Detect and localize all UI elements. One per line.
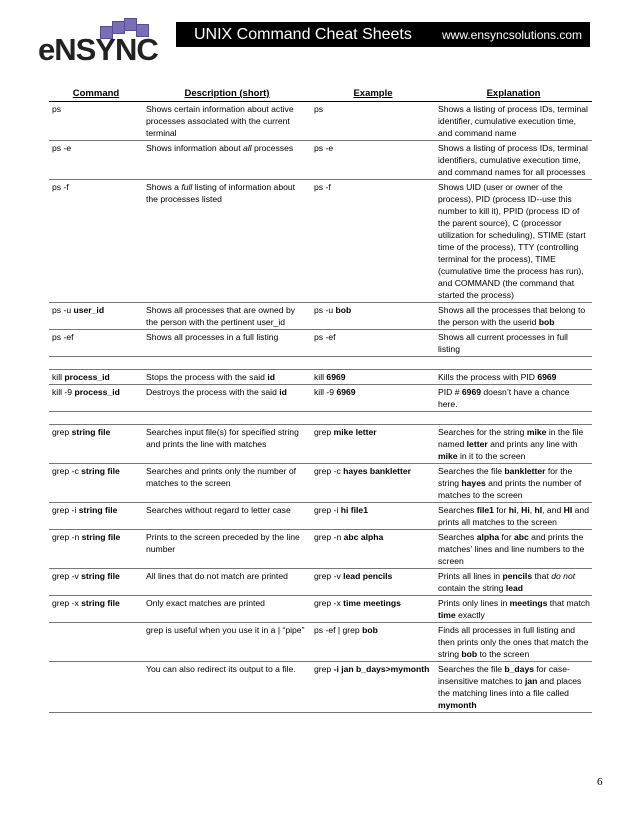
- cell-explanation-text: hI: [534, 505, 543, 515]
- cell-explanation-text: Shows all the processes that belong to the person with the userid: [438, 305, 586, 327]
- cell-command-text: string file: [81, 598, 120, 608]
- cell-description-text: You can also redirect its output to a file.: [146, 664, 296, 674]
- table-row: [49, 596, 592, 623]
- cell-example: [311, 623, 435, 662]
- cell-command-text: string file: [81, 466, 120, 476]
- header-url: www.ensyncsolutions.com: [442, 27, 583, 42]
- cell-description-text: grep is useful when you use it in a | “pipe”: [146, 625, 305, 635]
- cell-example: [311, 425, 435, 464]
- cell-description-text: Only exact matches are printed: [146, 598, 265, 608]
- cell-explanation-text: hi: [508, 505, 517, 515]
- cell-example-text: abc alpha: [343, 532, 384, 542]
- cell-explanation: [435, 180, 592, 303]
- table-row: [49, 180, 592, 303]
- cell-example-text: grep -x: [314, 598, 344, 608]
- cell-command-text: ps -f: [52, 182, 69, 192]
- cell-explanation-text: and prints any line with: [487, 439, 578, 449]
- cell-explanation: [435, 464, 592, 503]
- cell-explanation-text: do not: [551, 571, 576, 581]
- cell-explanation-text: for: [499, 532, 514, 542]
- cell-example: [311, 370, 435, 385]
- cell-description: [143, 180, 311, 303]
- logo-wordmark: eNSYNC: [38, 32, 158, 67]
- cell-command: [49, 464, 143, 503]
- cell-example-text: kill: [314, 372, 327, 382]
- cell-explanation-text: bankletter: [504, 466, 546, 476]
- cell-explanation-text: for case-insensitive matches to: [438, 664, 570, 686]
- cell-example: [311, 330, 435, 357]
- section-gap-row: [49, 357, 592, 370]
- section-gap: [49, 357, 592, 370]
- cell-explanation-text: Searches the file: [438, 664, 505, 674]
- cell-description: [143, 102, 311, 141]
- cell-explanation-text: in the file named: [438, 427, 584, 449]
- cell-explanation-text: HI: [563, 505, 573, 515]
- cell-example-text: grep -i: [314, 505, 341, 515]
- cell-example-text: -i jan b_days>mymonth: [333, 664, 430, 674]
- cell-command-text: string file: [78, 505, 118, 515]
- cell-example: [311, 569, 435, 596]
- column-header-explanation: Explanation: [435, 88, 592, 102]
- cell-command: [49, 662, 143, 713]
- header-banner: [176, 22, 590, 47]
- cell-command: [49, 425, 143, 464]
- cell-explanation-text: ,: [516, 505, 522, 515]
- cell-example-text: grep -v: [314, 571, 344, 581]
- cell-description-text: listing of information about the processes listed: [146, 182, 296, 204]
- cell-explanation-text: Hi: [521, 505, 530, 515]
- cell-explanation: [435, 425, 592, 464]
- cell-description: [143, 503, 311, 530]
- cell-explanation-text: and prints the number of matches to the screen: [438, 478, 582, 500]
- cell-explanation-text: for the string: [438, 466, 573, 488]
- cell-description: [143, 385, 311, 412]
- cell-description: [143, 623, 311, 662]
- cell-description-text: id: [267, 372, 275, 382]
- cell-command: [49, 623, 143, 662]
- cell-description-text: processes: [251, 143, 294, 153]
- cell-example: [311, 503, 435, 530]
- cell-explanation-text: Shows UID (user or owner of the process), PID (process ID--use this number to kill it), PPID (process ID of the parent source), C (processor utilization for scheduling), STIME (start time of the process), TTY (controlling terminal for the process), TIME (cumulative time the process has run), and COMMAND (the command that started the process): [438, 182, 586, 300]
- cell-explanation: [435, 569, 592, 596]
- cell-example-text: ps -u: [314, 305, 336, 315]
- cell-description-text: Shows all processes in a full listing: [146, 332, 279, 342]
- cell-command-text: ps: [52, 104, 62, 114]
- cell-command-text: ps -e: [52, 143, 72, 153]
- cell-explanation-text: doesn’t have a chance here.: [438, 387, 570, 409]
- cell-example-text: ps: [314, 104, 324, 114]
- cell-description: [143, 141, 311, 180]
- cell-command: [49, 303, 143, 330]
- cell-explanation-text: to the screen: [477, 649, 530, 659]
- cell-explanation: [435, 303, 592, 330]
- cell-explanation-text: Searches the file: [438, 466, 505, 476]
- cell-explanation-text: letter: [466, 439, 488, 449]
- cell-explanation-text: 6969: [461, 387, 482, 397]
- cell-example-text: mike letter: [333, 427, 377, 437]
- cell-explanation-text: , and: [542, 505, 564, 515]
- cell-description-text: Destroys the process with the said: [146, 387, 280, 397]
- cell-command: [49, 141, 143, 180]
- cell-description-text: Shows all processes that are owned by the person with the pertinent user_id: [146, 305, 296, 327]
- table-row: [49, 141, 592, 180]
- command-table: [49, 88, 592, 713]
- column-header-command: Command: [49, 88, 143, 102]
- cell-description-text: Searches and prints only the number of matches to the screen: [146, 466, 297, 488]
- table-row: [49, 623, 592, 662]
- cell-example-text: grep -c: [314, 466, 344, 476]
- cell-command-text: grep: [52, 427, 72, 437]
- cell-explanation-text: Prints only lines in: [438, 598, 510, 608]
- cell-explanation-text: for: [493, 505, 509, 515]
- cell-explanation-text: 6969: [537, 372, 557, 382]
- cell-example-text: bob: [362, 625, 378, 635]
- cell-description: [143, 464, 311, 503]
- cell-description-text: full: [181, 182, 193, 192]
- cell-example: [311, 596, 435, 623]
- cell-example-text: ps -ef | grep: [314, 625, 363, 635]
- cell-description-text: Stops the process with the said: [146, 372, 268, 382]
- cell-description: [143, 330, 311, 357]
- cell-description-text: Prints to the screen preceded by the line number: [146, 532, 300, 554]
- cell-example: [311, 303, 435, 330]
- cell-command: [49, 503, 143, 530]
- cell-explanation-text: Shows a listing of process IDs, terminal identifiers, cumulative execution time, and command names for all processes: [438, 143, 588, 177]
- cell-command-text: string file: [71, 427, 111, 437]
- cell-example-text: ps -e: [314, 143, 334, 153]
- cell-explanation-text: PID #: [438, 387, 462, 397]
- cell-explanation-text: and prints the matches’ lines and line numbers to the screen: [438, 532, 585, 566]
- cell-description-text: id: [279, 387, 287, 397]
- cell-description-text: Shows a: [146, 182, 182, 192]
- cell-explanation-text: mike: [438, 451, 458, 461]
- cell-explanation: [435, 102, 592, 141]
- cell-explanation-text: bob: [538, 317, 555, 327]
- cell-explanation-text: Searches for the string: [438, 427, 527, 437]
- cell-description: [143, 530, 311, 569]
- cell-explanation-text: alpha: [476, 532, 500, 542]
- cell-explanation-text: file1: [476, 505, 494, 515]
- cell-example: [311, 530, 435, 569]
- cell-command: [49, 330, 143, 357]
- cell-description-text: Shows information about: [146, 143, 243, 153]
- cell-description-text: Searches input file(s) for specified string and prints the line with matches: [146, 427, 299, 449]
- cell-description: [143, 596, 311, 623]
- cell-explanation-text: meetings: [509, 598, 548, 608]
- cell-example-text: ps -f: [314, 182, 331, 192]
- header-title: UNIX Command Cheat Sheets: [194, 25, 412, 43]
- ensync-logo: [38, 18, 156, 66]
- table-row: [49, 530, 592, 569]
- cell-explanation-text: exactly: [455, 610, 485, 620]
- table-row: [49, 303, 592, 330]
- cell-explanation-text: that: [532, 571, 552, 581]
- table-row: [49, 662, 592, 713]
- cell-description: [143, 662, 311, 713]
- cell-command: [49, 569, 143, 596]
- cell-explanation: [435, 141, 592, 180]
- cell-explanation-text: Kills the process with PID: [438, 372, 538, 382]
- cell-explanation-text: hayes: [461, 478, 486, 488]
- cell-explanation-text: Shows a listing of process IDs, terminal identifier, cumulative execution time, and command name: [438, 104, 588, 138]
- cell-explanation-text: mike: [526, 427, 547, 437]
- cell-command: [49, 596, 143, 623]
- table-row: [49, 385, 592, 412]
- section-gap-row: [49, 412, 592, 425]
- table-row: [49, 102, 592, 141]
- page-number: 6: [597, 776, 603, 788]
- table-row: [49, 425, 592, 464]
- table-row: [49, 464, 592, 503]
- cell-example-text: 6969: [336, 387, 356, 397]
- section-gap: [49, 412, 592, 425]
- cell-command-text: string file: [81, 571, 120, 581]
- cell-description: [143, 425, 311, 464]
- cell-command-text: ps -u: [52, 305, 74, 315]
- cell-example-text: ps -ef: [314, 332, 336, 342]
- cell-command-text: grep -v: [52, 571, 82, 581]
- cell-example: [311, 464, 435, 503]
- table-body: [49, 102, 592, 713]
- cell-command-text: kill -9: [52, 387, 75, 397]
- cell-command-text: process_id: [64, 372, 110, 382]
- cell-explanation: [435, 596, 592, 623]
- cell-explanation: [435, 370, 592, 385]
- cell-example-text: grep -n: [314, 532, 344, 542]
- cell-description-text: Searches without regard to letter case: [146, 505, 291, 515]
- cell-example-text: 6969: [326, 372, 346, 382]
- cell-description: [143, 370, 311, 385]
- cell-explanation-text: time: [438, 610, 456, 620]
- cell-explanation-text: and places the matching lines into a file called: [438, 676, 582, 698]
- column-header-description: Description (short): [143, 88, 311, 102]
- cell-example: [311, 102, 435, 141]
- cell-example-text: grep: [314, 664, 334, 674]
- cell-explanation-text: Searches: [438, 505, 477, 515]
- cell-explanation-text: Prints all lines in: [438, 571, 503, 581]
- cell-explanation-text: jan: [524, 676, 538, 686]
- cell-command: [49, 102, 143, 141]
- cell-command: [49, 370, 143, 385]
- cell-description-text: Shows certain information about active processes associated with the current terminal: [146, 104, 294, 138]
- cell-explanation: [435, 623, 592, 662]
- cell-explanation-text: lead: [505, 583, 524, 593]
- cell-description: [143, 569, 311, 596]
- cell-example-text: grep: [314, 427, 334, 437]
- cell-example: [311, 141, 435, 180]
- cell-explanation-text: contain the string: [438, 583, 506, 593]
- cell-example: [311, 180, 435, 303]
- cell-command-text: grep -x: [52, 598, 82, 608]
- cell-example: [311, 385, 435, 412]
- cell-example-text: time meetings: [343, 598, 401, 608]
- cell-description: [143, 303, 311, 330]
- cell-command-text: process_id: [74, 387, 120, 397]
- cell-explanation: [435, 385, 592, 412]
- cell-explanation-text: mymonth: [438, 700, 477, 710]
- cell-explanation: [435, 662, 592, 713]
- cell-description-text: All lines that do not match are printed: [146, 571, 288, 581]
- cell-explanation: [435, 503, 592, 530]
- cell-command-text: grep -n: [52, 532, 82, 542]
- cell-explanation-text: bob: [461, 649, 478, 659]
- column-header-example: Example: [311, 88, 435, 102]
- table-row: [49, 370, 592, 385]
- cell-command: [49, 385, 143, 412]
- table-row: [49, 569, 592, 596]
- cell-example-text: hayes bankletter: [343, 466, 411, 476]
- cell-explanation-text: and prints all matches to the screen: [438, 505, 589, 527]
- cell-example: [311, 662, 435, 713]
- cell-command-text: string file: [81, 532, 121, 542]
- cell-explanation-text: that match: [547, 598, 590, 608]
- cell-command-text: user_id: [73, 305, 105, 315]
- cell-example-text: lead pencils: [343, 571, 393, 581]
- table-row: [49, 503, 592, 530]
- cell-command-text: grep -i: [52, 505, 79, 515]
- cell-explanation-text: abc: [513, 532, 529, 542]
- cell-explanation-text: in it to the screen: [457, 451, 526, 461]
- table-header-row: [49, 88, 592, 102]
- cell-explanation-text: b_days: [504, 664, 535, 674]
- cell-command: [49, 530, 143, 569]
- cell-command: [49, 180, 143, 303]
- cell-command-text: grep -c: [52, 466, 82, 476]
- cell-command-text: kill: [52, 372, 65, 382]
- cell-explanation-text: ,: [529, 505, 535, 515]
- cell-explanation-text: Finds all processes in full listing and then prints only the ones that match the string: [438, 625, 589, 659]
- cell-command-text: ps -ef: [52, 332, 74, 342]
- cell-explanation-text: pencils: [502, 571, 533, 581]
- cell-example-text: hi file1: [340, 505, 368, 515]
- table-row: [49, 330, 592, 357]
- cell-explanation-text: Shows all current processes in full listing: [438, 332, 568, 354]
- cell-explanation: [435, 330, 592, 357]
- cell-description-text: all: [242, 143, 252, 153]
- cell-example-text: bob: [335, 305, 352, 315]
- cell-example-text: kill -9: [314, 387, 337, 397]
- cell-explanation-text: Searches: [438, 532, 477, 542]
- cell-explanation: [435, 530, 592, 569]
